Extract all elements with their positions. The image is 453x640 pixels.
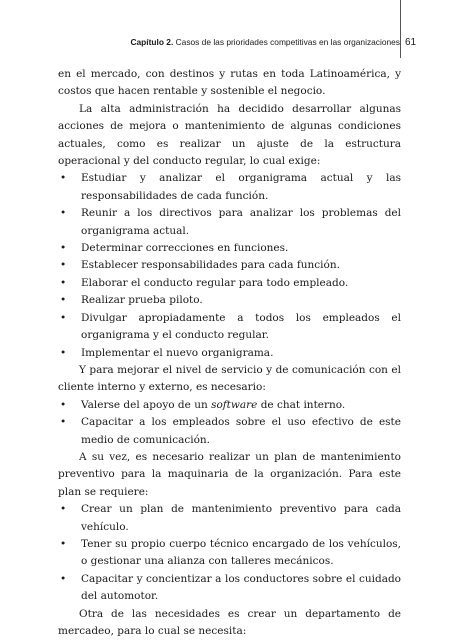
list-item-text: Elaborar el conducto regular para todo empleado. [81,276,349,289]
list-item [58,170,401,205]
paragraph: Y para mejorar el nivel de servicio y de comunicación con el cliente interno y externo, es necesario: [58,363,401,394]
list-item [58,275,401,292]
list-item [58,292,401,309]
bullet-icon: • [60,416,67,429]
list-item [58,501,401,536]
bullet-icon: • [60,572,67,585]
page-number: 61 [405,37,417,48]
list-item-text: Crear un plan de mantenimiento preventivo para cada vehículo. [81,503,401,533]
header-divider [400,0,401,58]
list-item-text: Valerse del apoyo de un [81,398,212,411]
bullet-list-structure [58,170,401,361]
list-item-text: Divulgar apropiadamente a todos los empleados el organigrama y el conducto regular. [81,311,401,342]
list-item [58,397,401,414]
list-item-text: Implementar el nuevo organigrama. [81,346,274,359]
bullet-icon: • [60,503,67,516]
list-item-text: Establecer responsabilidades para cada función. [81,259,340,272]
emphasis-software: software [211,398,258,411]
bullet-icon: • [60,242,67,255]
bullet-icon: • [60,294,67,307]
list-item [58,257,401,274]
list-item [58,240,401,257]
bullet-icon: • [60,276,67,289]
running-header [0,37,400,48]
list-item-text: Determinar correcciones en funciones. [81,242,289,255]
list-item-text: Reunir a los directivos para analizar los problemas del organigrama actual. [81,207,401,237]
page-body [58,66,401,640]
bullet-icon: • [60,311,67,324]
list-item-text: Realizar prueba piloto. [81,294,203,307]
list-item [58,536,401,571]
paragraph: A su vez, es necesario realizar un plan de mantenimiento preventivo para la maquinaria de la organización. Para este plan se requiere: [58,450,401,498]
paragraph: en el mercado, con destinos y rutas en toda Latinoamérica, y costos que hacen rentable y sostenible el negocio. [58,68,401,98]
paragraph: La alta administración ha decidido desarrollar algunas acciones de mejora o mantenimiento de algunas condiciones actuales, como es realizar un ajuste de la estructura operacional y del conducto regular, lo cual exige: [58,102,401,168]
bullet-icon: • [60,398,67,411]
bullet-icon: • [60,259,67,272]
paragraph: Otra de las necesidades es crear un departamento de mercadeo, para lo cual se necesita: [58,607,401,637]
list-item [58,414,401,449]
list-item [58,310,401,345]
bullet-list-maintenance [58,501,401,605]
list-item [58,345,401,362]
list-item [58,205,401,240]
list-item-text: Tener su propio cuerpo técnico encargado de los vehículos, o gestionar una alianza con talleres mecánicos. [81,537,401,568]
list-item-text: de chat interno. [257,398,346,411]
bullet-list-communication [58,397,401,449]
chapter-label: Capítulo 2. [130,37,174,47]
bullet-icon: • [60,537,67,550]
bullet-icon: • [60,346,67,359]
bullet-icon: • [60,172,67,185]
list-item-text: Estudiar y analizar el organigrama actual y las responsabilidades de cada función. [81,172,401,202]
list-item-text: Capacitar y concientizar a los conductores sobre el cuidado del automotor. [81,572,401,603]
list-item-text: Capacitar a los empleados sobre el uso efectivo de este medio de comunicación. [81,416,401,446]
list-item [58,571,401,606]
chapter-title: Casos de las prioridades competitivas en las organizaciones [175,37,400,47]
bullet-icon: • [60,207,67,220]
